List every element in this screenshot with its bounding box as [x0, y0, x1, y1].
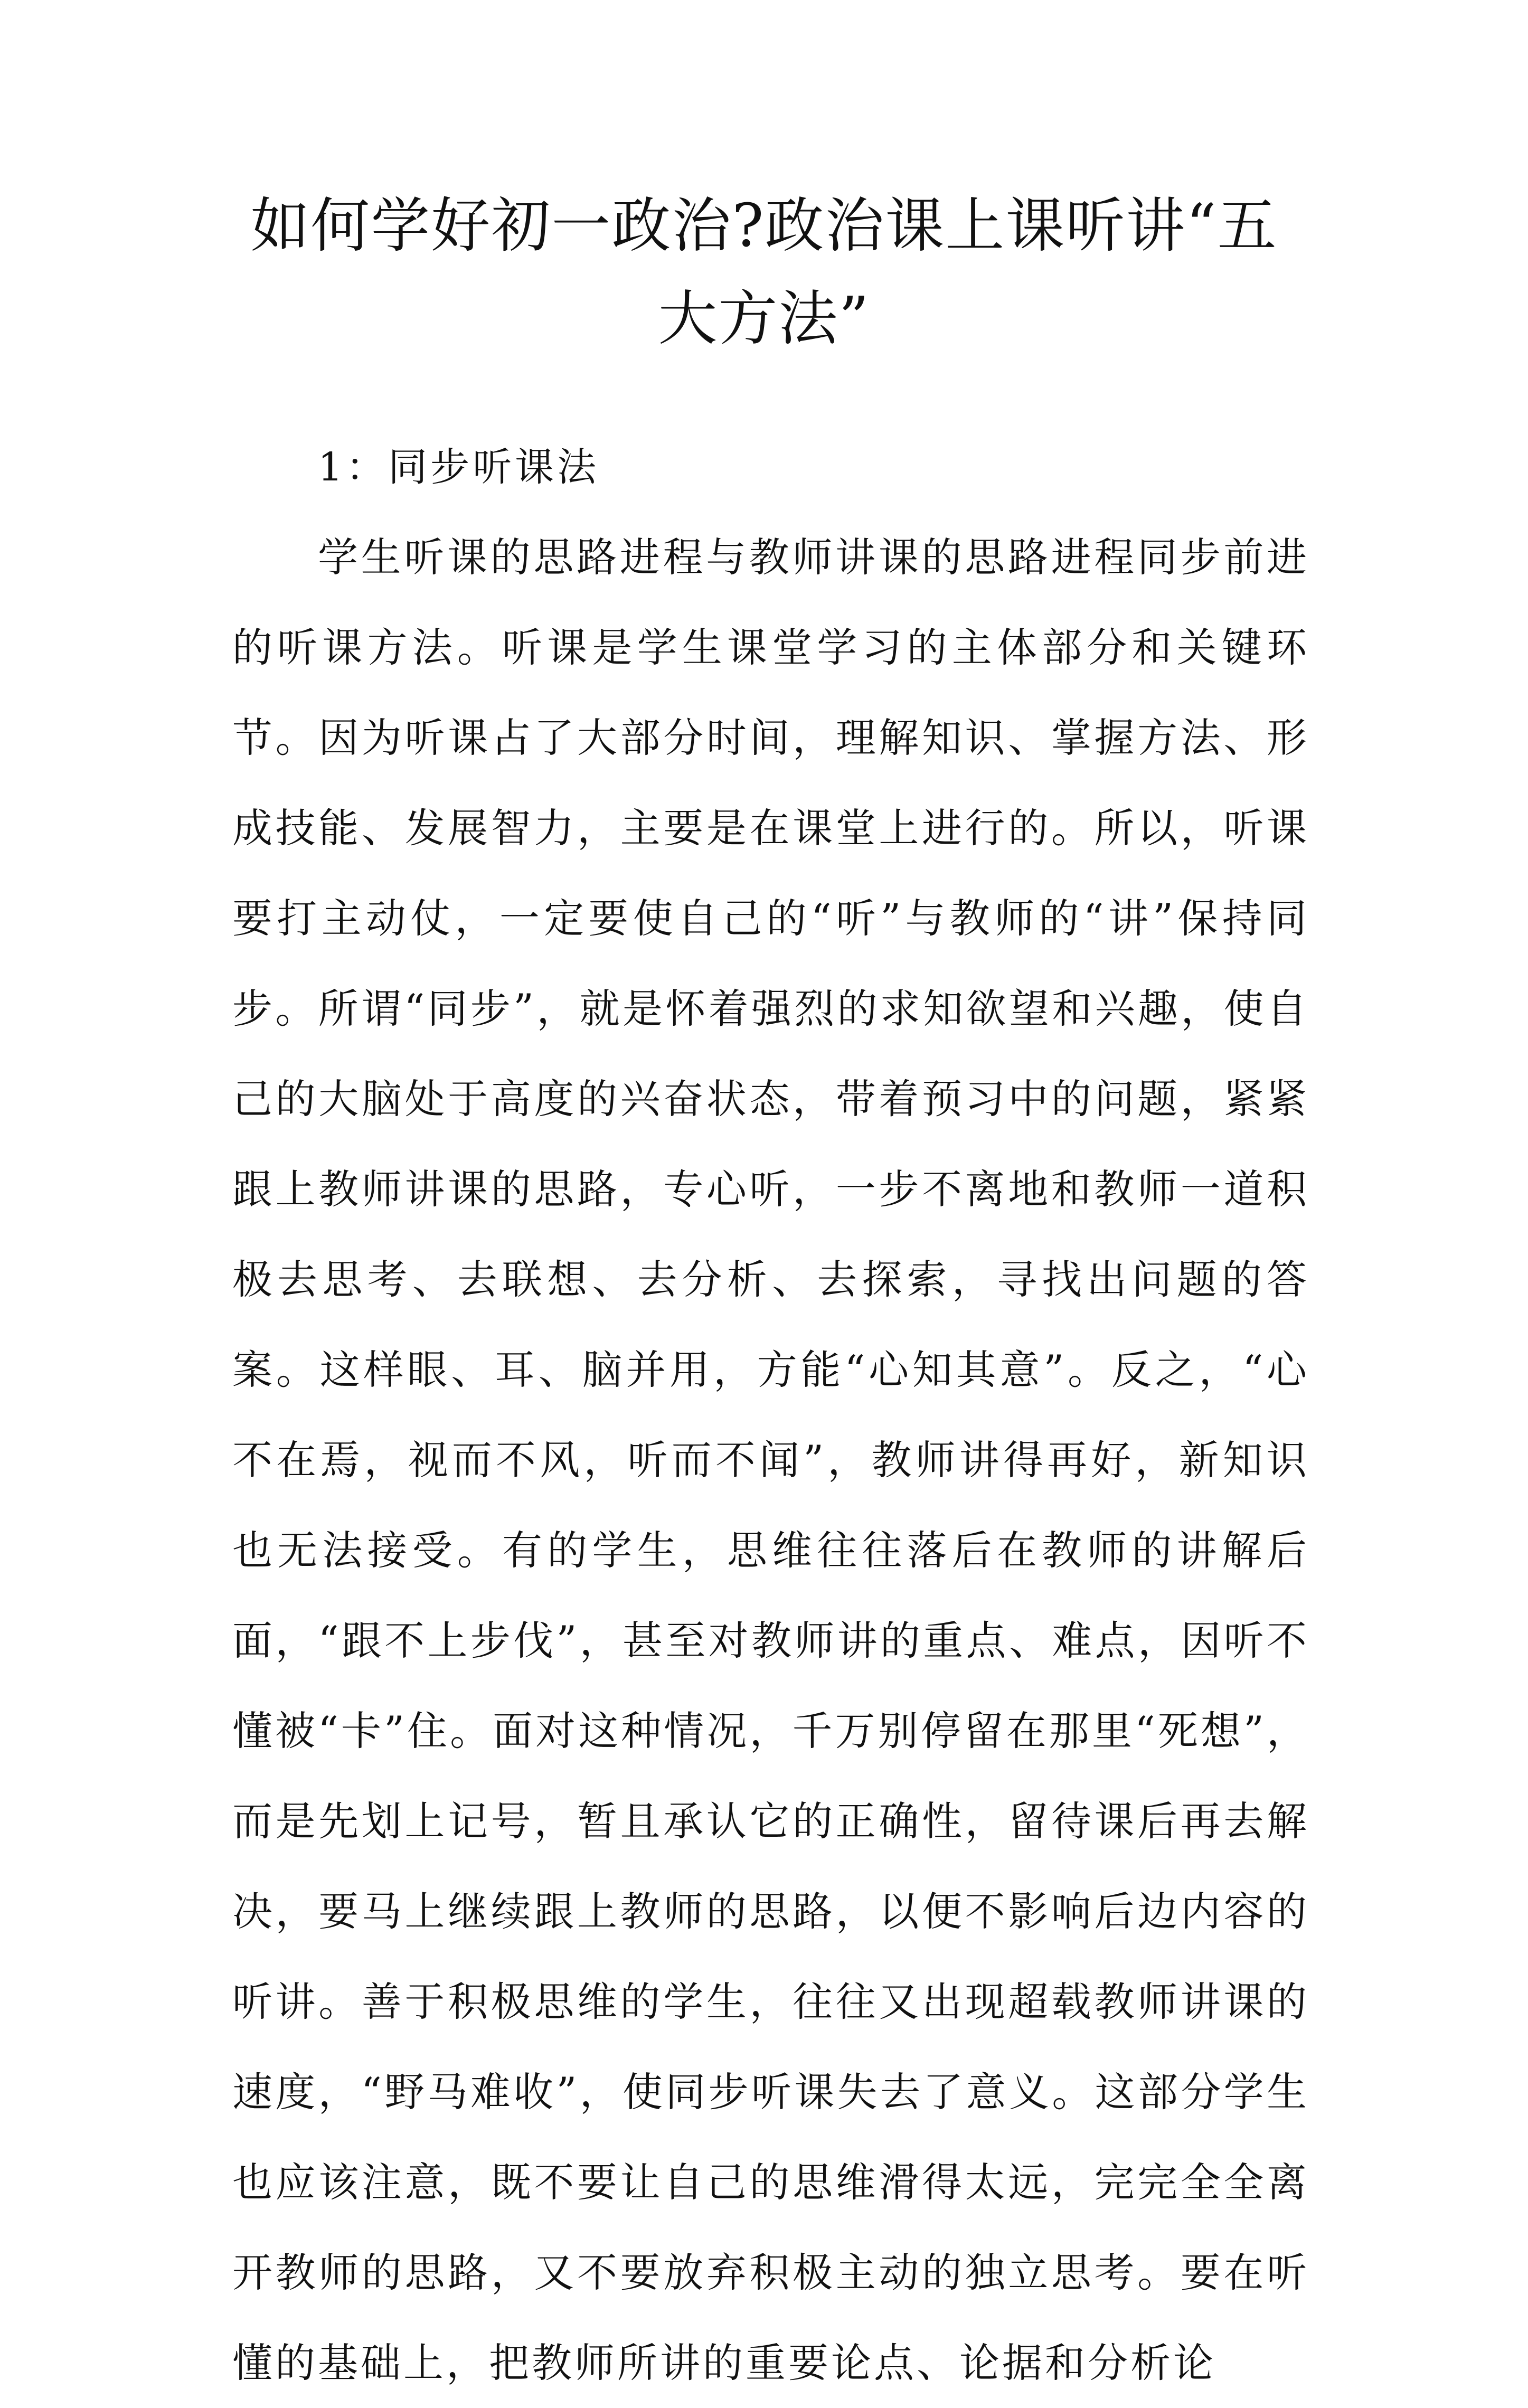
document-title: 如何学好初一政治?政治课上课听讲“五大方法”: [250, 192, 1278, 353]
section-heading: 1：同步听课法: [318, 445, 600, 490]
body-paragraph: 学生听课的思路进程与教师讲课的思路进程同步前进的听课方法。听课是学生课堂学习的主体部分和关键环节。因为听课占了大部分时间，理解知识、掌握方法、形成技能、发展智力，主要是在课堂上进行的。所以，听课要打主动仗，一定要使自己的“听”与教师的“讲”保持同步。所谓“同步”，就是怀着强烈的求知欲望和兴趣，使自己的大脑处于高度的兴奋状态，带着预习中的问题，紧紧跟上教师讲课的思路，专心听，一步不离地和教师一道积极去思考、去联想、去分析、去探索，寻找出问题的答案。这样眼、耳、脑并用，方能“心知其意”。反之，“心不在焉，视而不风，听而不闻”，教师讲得再好，新知识也无法接受。有的学生，思维往往落后在教师的讲解后面，“跟不上步伐”，甚至对教师讲的重点、难点，因听不懂被“卡”住。面对这种情况，千万别停留在那里“死想”，而是先划上记号，暂且承认它的正确性，留待课后再去解决，要马上继续跟上教师的思路，以便不影响后边内容的听讲。善于积极思维的学生，往往又出现超载教师讲课的速度，“野马难收”，使同步听课失去了意义。这部分学生也应该注意，既不要让自己的思维滑得太远，完完全全离开教师的思路，又不要放弃积极主动的独立思考。要在听懂的基础上，把教师所讲的重要论点、论据和分析论: [232, 534, 1309, 2386]
